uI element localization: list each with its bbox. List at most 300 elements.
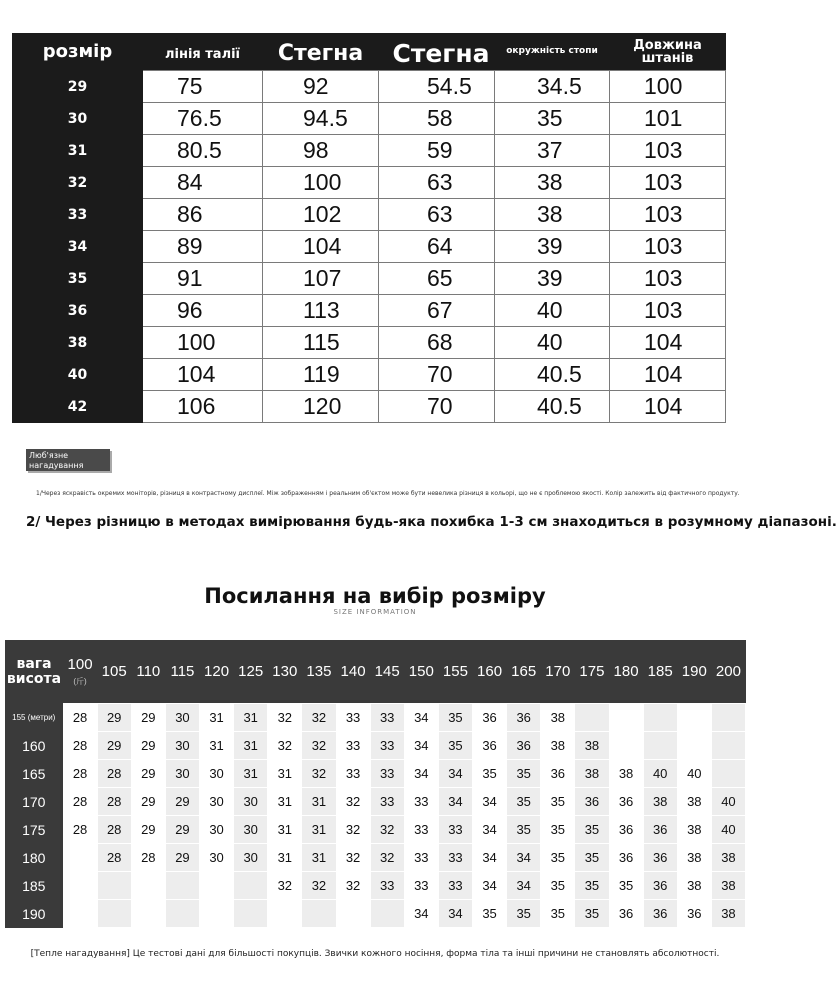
size-suggestion-cell: 30 bbox=[165, 760, 199, 788]
value-hip: 119 bbox=[263, 359, 379, 391]
size-suggestion-cell bbox=[63, 844, 97, 872]
size-suggestion-cell bbox=[200, 900, 234, 928]
value-foot: 40.5 bbox=[495, 359, 610, 391]
size-label: 35 bbox=[13, 263, 143, 295]
size-suggestion-cell: 30 bbox=[200, 844, 234, 872]
value-waist: 100 bbox=[143, 327, 263, 359]
weight-column-header bbox=[438, 640, 472, 704]
size-suggestion-cell: 28 bbox=[97, 788, 131, 816]
size-suggestion-cell: 31 bbox=[268, 788, 302, 816]
weight-value: 155 bbox=[442, 663, 468, 680]
weight-value: 145 bbox=[374, 663, 400, 680]
size-suggestion-cell: 35 bbox=[507, 816, 541, 844]
weight-column-header bbox=[677, 640, 711, 704]
size-suggestion-cell: 36 bbox=[473, 732, 507, 760]
size-row bbox=[13, 167, 726, 199]
size-suggestion-cell bbox=[131, 900, 165, 928]
size-suggestion-cell: 33 bbox=[370, 788, 404, 816]
size-suggestion-cell: 30 bbox=[234, 788, 268, 816]
size-label: 31 bbox=[13, 135, 143, 167]
size-suggestion-cell: 34 bbox=[473, 872, 507, 900]
size-suggestion-cell: 38 bbox=[575, 732, 609, 760]
size-suggestion-cell: 34 bbox=[473, 844, 507, 872]
size-suggestion-cell: 33 bbox=[438, 872, 472, 900]
size-suggestion-cell: 40 bbox=[677, 760, 711, 788]
value-length: 103 bbox=[610, 295, 726, 327]
size-row bbox=[13, 103, 726, 135]
value-waist: 76.5 bbox=[143, 103, 263, 135]
size-suggestion-cell: 28 bbox=[97, 844, 131, 872]
size-suggestion-cell: 36 bbox=[643, 816, 677, 844]
value-waist: 104 bbox=[143, 359, 263, 391]
size-suggestion-cell: 34 bbox=[404, 732, 438, 760]
size-suggestion-cell: 31 bbox=[200, 732, 234, 760]
value-length: 103 bbox=[610, 263, 726, 295]
size-suggestion-cell: 32 bbox=[336, 872, 370, 900]
size-suggestion-cell: 40 bbox=[711, 816, 745, 844]
size-suggestion-cell: 29 bbox=[97, 704, 131, 732]
size-suggestion-cell: 36 bbox=[643, 844, 677, 872]
size-row bbox=[13, 263, 726, 295]
weight-column-header bbox=[302, 640, 336, 704]
size-suggestion-cell: 34 bbox=[438, 788, 472, 816]
value-foot: 34.5 bbox=[495, 71, 610, 103]
size-suggestion-cell: 32 bbox=[268, 872, 302, 900]
size-suggestion-cell: 34 bbox=[438, 760, 472, 788]
size-suggestion-cell: 29 bbox=[165, 788, 199, 816]
size-suggestion-cell: 36 bbox=[609, 900, 643, 928]
header-pants-length: Довжина штанів bbox=[610, 33, 726, 71]
header-waist: лінія талії bbox=[143, 33, 263, 71]
weight-value: 120 bbox=[204, 663, 230, 680]
value-hip2: 58 bbox=[379, 103, 495, 135]
size-row bbox=[13, 359, 726, 391]
height-label: 155 (метри) bbox=[5, 704, 63, 732]
value-hip2: 63 bbox=[379, 167, 495, 199]
size-label: 38 bbox=[13, 327, 143, 359]
size-suggestion-cell: 31 bbox=[234, 760, 268, 788]
size-suggestion-cell: 35 bbox=[507, 900, 541, 928]
size-suggestion-cell: 28 bbox=[131, 844, 165, 872]
size-suggestion-cell: 32 bbox=[336, 788, 370, 816]
value-length: 103 bbox=[610, 199, 726, 231]
size-suggestion-cell bbox=[609, 732, 643, 760]
size-suggestion-cell: 34 bbox=[507, 844, 541, 872]
size-row bbox=[13, 135, 726, 167]
reminder-note-1: 1/Через яскравість окремих моніторів, різниця в контрастному дисплеї. Між зображенням і реальним об'єктом може бути невелика різниця в кольорі, що не є проблемою якості. Колір залежить від фактичного продукту. bbox=[36, 490, 740, 497]
value-foot: 38 bbox=[495, 167, 610, 199]
weight-value: 100 bbox=[67, 656, 93, 673]
size-suggestion-cell: 31 bbox=[268, 816, 302, 844]
value-hip2: 70 bbox=[379, 391, 495, 423]
size-suggestion-cell: 35 bbox=[575, 844, 609, 872]
value-length: 104 bbox=[610, 327, 726, 359]
value-foot: 37 bbox=[495, 135, 610, 167]
reference-title: Посилання на вибір розміру bbox=[204, 584, 546, 608]
size-suggestion-cell: 28 bbox=[63, 704, 97, 732]
size-suggestion-cell: 35 bbox=[473, 760, 507, 788]
size-suggestion-cell bbox=[677, 732, 711, 760]
value-hip: 92 bbox=[263, 71, 379, 103]
size-suggestion-cell: 30 bbox=[165, 732, 199, 760]
weight-column-header bbox=[711, 640, 745, 704]
size-suggestion-cell bbox=[575, 704, 609, 732]
reference-subtitle: SIZE INFORMATION bbox=[333, 608, 417, 616]
value-hip2: 68 bbox=[379, 327, 495, 359]
weight-column-header bbox=[336, 640, 370, 704]
weight-value: 175 bbox=[579, 663, 605, 680]
height-label: 185 bbox=[5, 872, 63, 900]
size-suggestion-cell: 28 bbox=[97, 760, 131, 788]
weight-value: 135 bbox=[306, 663, 332, 680]
size-suggestion-cell: 31 bbox=[268, 760, 302, 788]
size-row bbox=[13, 231, 726, 263]
header-hip: Стегна bbox=[263, 33, 379, 71]
size-suggestion-cell: 30 bbox=[165, 704, 199, 732]
value-hip: 115 bbox=[263, 327, 379, 359]
weight-column-header bbox=[63, 640, 97, 704]
weight-value: 115 bbox=[170, 663, 195, 680]
value-waist: 106 bbox=[143, 391, 263, 423]
size-suggestion-cell: 35 bbox=[438, 704, 472, 732]
size-suggestion-cell: 33 bbox=[438, 816, 472, 844]
size-suggestion-cell: 35 bbox=[507, 788, 541, 816]
size-suggestion-cell: 28 bbox=[63, 732, 97, 760]
value-hip2: 54.5 bbox=[379, 71, 495, 103]
size-suggestion-cell: 38 bbox=[711, 872, 745, 900]
weight-value: 140 bbox=[340, 663, 366, 680]
header-size: розмір bbox=[13, 33, 143, 71]
size-suggestion-cell: 36 bbox=[677, 900, 711, 928]
reminder-note-2: 2/ Через різницю в методах вимірювання будь-яка похибка 1-3 см знаходиться в розумному діапазоні. bbox=[26, 514, 837, 530]
size-suggestion-cell: 34 bbox=[404, 900, 438, 928]
weight-value: 105 bbox=[101, 663, 127, 680]
size-suggestion-cell: 31 bbox=[200, 704, 234, 732]
size-suggestion-cell: 36 bbox=[643, 900, 677, 928]
value-foot: 40 bbox=[495, 295, 610, 327]
height-row bbox=[5, 872, 746, 900]
weight-value: 185 bbox=[647, 663, 673, 680]
value-foot: 39 bbox=[495, 263, 610, 295]
height-label: 165 bbox=[5, 760, 63, 788]
size-suggestion-cell bbox=[370, 900, 404, 928]
reminder-badge: Люб'язне нагадування bbox=[26, 449, 110, 471]
size-table-header-row bbox=[13, 33, 726, 71]
size-suggestion-cell: 31 bbox=[234, 704, 268, 732]
size-suggestion-cell: 33 bbox=[404, 788, 438, 816]
size-suggestion-cell: 33 bbox=[336, 704, 370, 732]
size-suggestion-cell: 33 bbox=[404, 844, 438, 872]
size-measurement-table bbox=[12, 33, 725, 419]
height-row bbox=[5, 788, 746, 816]
size-suggestion-cell: 35 bbox=[575, 872, 609, 900]
size-suggestion-cell: 36 bbox=[575, 788, 609, 816]
value-hip2: 63 bbox=[379, 199, 495, 231]
size-suggestion-cell: 28 bbox=[63, 788, 97, 816]
weight-value: 110 bbox=[136, 663, 161, 680]
size-row bbox=[13, 199, 726, 231]
size-suggestion-cell: 38 bbox=[575, 760, 609, 788]
size-suggestion-cell: 32 bbox=[336, 844, 370, 872]
size-suggestion-cell: 36 bbox=[609, 816, 643, 844]
size-suggestion-cell: 29 bbox=[131, 760, 165, 788]
value-hip: 94.5 bbox=[263, 103, 379, 135]
weight-height-corner bbox=[5, 640, 63, 704]
value-waist: 80.5 bbox=[143, 135, 263, 167]
size-suggestion-cell bbox=[63, 900, 97, 928]
size-suggestion-cell: 38 bbox=[541, 732, 575, 760]
size-suggestion-cell bbox=[97, 900, 131, 928]
size-suggestion-cell: 33 bbox=[438, 844, 472, 872]
size-suggestion-cell: 32 bbox=[336, 816, 370, 844]
size-suggestion-cell: 28 bbox=[63, 760, 97, 788]
size-suggestion-cell: 31 bbox=[302, 844, 336, 872]
size-suggestion-cell: 38 bbox=[609, 760, 643, 788]
value-hip2: 67 bbox=[379, 295, 495, 327]
size-label: 33 bbox=[13, 199, 143, 231]
weight-value: 160 bbox=[477, 663, 503, 680]
size-label: 40 bbox=[13, 359, 143, 391]
size-suggestion-cell: 35 bbox=[507, 760, 541, 788]
weight-value: 190 bbox=[681, 663, 707, 680]
size-suggestion-cell: 28 bbox=[97, 816, 131, 844]
height-row bbox=[5, 760, 746, 788]
value-waist: 91 bbox=[143, 263, 263, 295]
value-hip2: 59 bbox=[379, 135, 495, 167]
weight-column-header bbox=[541, 640, 575, 704]
size-suggestion-cell: 29 bbox=[131, 788, 165, 816]
size-suggestion-cell: 35 bbox=[473, 900, 507, 928]
size-suggestion-cell: 35 bbox=[438, 732, 472, 760]
size-suggestion-cell: 40 bbox=[643, 760, 677, 788]
size-suggestion-cell: 30 bbox=[200, 788, 234, 816]
size-suggestion-cell: 34 bbox=[438, 900, 472, 928]
value-foot: 35 bbox=[495, 103, 610, 135]
header-foot-circumference: окружність стопи bbox=[495, 33, 610, 71]
weight-value: 130 bbox=[272, 663, 298, 680]
size-suggestion-cell: 35 bbox=[609, 872, 643, 900]
value-foot: 40 bbox=[495, 327, 610, 359]
size-suggestion-cell: 34 bbox=[507, 872, 541, 900]
size-suggestion-cell: 29 bbox=[131, 732, 165, 760]
value-length: 101 bbox=[610, 103, 726, 135]
size-suggestion-cell bbox=[711, 732, 745, 760]
height-label: 175 bbox=[5, 816, 63, 844]
height-row bbox=[5, 732, 746, 760]
weight-column-header bbox=[609, 640, 643, 704]
size-suggestion-cell bbox=[643, 732, 677, 760]
size-suggestion-cell bbox=[711, 704, 745, 732]
value-length: 100 bbox=[610, 71, 726, 103]
size-suggestion-cell: 33 bbox=[404, 816, 438, 844]
size-suggestion-cell: 34 bbox=[473, 788, 507, 816]
size-label: 42 bbox=[13, 391, 143, 423]
height-label: 170 bbox=[5, 788, 63, 816]
size-suggestion-cell bbox=[302, 900, 336, 928]
size-suggestion-cell bbox=[711, 760, 745, 788]
size-suggestion-cell bbox=[677, 704, 711, 732]
value-waist: 96 bbox=[143, 295, 263, 327]
height-row bbox=[5, 844, 746, 872]
size-suggestion-cell: 35 bbox=[541, 872, 575, 900]
size-suggestion-cell: 29 bbox=[131, 704, 165, 732]
value-hip2: 70 bbox=[379, 359, 495, 391]
size-suggestion-cell: 30 bbox=[200, 760, 234, 788]
weight-value: 170 bbox=[545, 663, 571, 680]
weight-column-header bbox=[97, 640, 131, 704]
weight-value: 165 bbox=[511, 663, 537, 680]
size-label: 36 bbox=[13, 295, 143, 327]
size-suggestion-cell: 32 bbox=[268, 704, 302, 732]
value-waist: 75 bbox=[143, 71, 263, 103]
height-row bbox=[5, 704, 746, 732]
value-waist: 84 bbox=[143, 167, 263, 199]
value-hip2: 65 bbox=[379, 263, 495, 295]
size-suggestion-cell: 38 bbox=[677, 788, 711, 816]
size-suggestion-cell: 33 bbox=[370, 872, 404, 900]
size-suggestion-cell: 38 bbox=[541, 704, 575, 732]
size-suggestion-cell: 34 bbox=[404, 760, 438, 788]
value-hip: 107 bbox=[263, 263, 379, 295]
size-suggestion-cell: 35 bbox=[575, 816, 609, 844]
size-suggestion-cell: 36 bbox=[507, 732, 541, 760]
size-suggestion-cell bbox=[97, 872, 131, 900]
value-length: 103 bbox=[610, 231, 726, 263]
size-suggestion-cell: 38 bbox=[711, 844, 745, 872]
value-length: 103 bbox=[610, 135, 726, 167]
size-suggestion-cell bbox=[165, 872, 199, 900]
size-suggestion-cell: 31 bbox=[268, 844, 302, 872]
size-suggestion-cell: 38 bbox=[643, 788, 677, 816]
size-suggestion-cell: 38 bbox=[677, 872, 711, 900]
size-label: 32 bbox=[13, 167, 143, 199]
size-suggestion-cell: 33 bbox=[370, 732, 404, 760]
size-suggestion-cell bbox=[609, 704, 643, 732]
size-suggestion-cell: 33 bbox=[370, 704, 404, 732]
size-suggestion-cell: 38 bbox=[711, 900, 745, 928]
weight-column-header bbox=[165, 640, 199, 704]
weight-column-header bbox=[234, 640, 268, 704]
size-suggestion-cell: 36 bbox=[473, 704, 507, 732]
height-label: 160 bbox=[5, 732, 63, 760]
size-suggestion-cell bbox=[63, 872, 97, 900]
size-row bbox=[13, 295, 726, 327]
weight-column-header bbox=[643, 640, 677, 704]
size-suggestion-cell: 33 bbox=[370, 760, 404, 788]
weight-column-header bbox=[473, 640, 507, 704]
weight-column-header bbox=[370, 640, 404, 704]
size-suggestion-cell bbox=[268, 900, 302, 928]
value-hip: 104 bbox=[263, 231, 379, 263]
weight-value: 180 bbox=[613, 663, 639, 680]
size-suggestion-cell bbox=[234, 872, 268, 900]
size-suggestion-cell: 32 bbox=[268, 732, 302, 760]
size-suggestion-cell bbox=[643, 704, 677, 732]
size-suggestion-cell: 32 bbox=[370, 816, 404, 844]
weight-value: 125 bbox=[238, 663, 264, 680]
size-suggestion-cell: 32 bbox=[302, 732, 336, 760]
size-suggestion-cell: 35 bbox=[541, 844, 575, 872]
size-suggestion-cell: 33 bbox=[336, 732, 370, 760]
size-label: 34 bbox=[13, 231, 143, 263]
size-suggestion-cell: 30 bbox=[234, 816, 268, 844]
size-suggestion-cell: 32 bbox=[302, 872, 336, 900]
height-row bbox=[5, 816, 746, 844]
weight-value: 150 bbox=[408, 663, 434, 680]
value-waist: 89 bbox=[143, 231, 263, 263]
weight-column-header bbox=[200, 640, 234, 704]
corner-height-label: висота bbox=[6, 670, 62, 687]
weight-unit: (斤) bbox=[73, 677, 87, 686]
value-hip: 113 bbox=[263, 295, 379, 327]
size-suggestion-cell: 34 bbox=[473, 816, 507, 844]
size-label: 29 bbox=[13, 71, 143, 103]
size-suggestion-cell: 38 bbox=[677, 816, 711, 844]
size-row bbox=[13, 327, 726, 359]
value-hip: 120 bbox=[263, 391, 379, 423]
size-suggestion-cell: 33 bbox=[404, 872, 438, 900]
size-suggestion-cell: 32 bbox=[370, 844, 404, 872]
size-suggestion-cell: 31 bbox=[302, 788, 336, 816]
weight-column-header bbox=[131, 640, 165, 704]
height-row bbox=[5, 900, 746, 928]
size-suggestion-cell: 29 bbox=[165, 816, 199, 844]
warm-reminder-note: [Тепле нагадування] Це тестові дані для більшості покупців. Звички кожного носіння, форма тіла та інші причини не становлять абсолютності. bbox=[30, 949, 720, 959]
size-suggestion-cell bbox=[234, 900, 268, 928]
size-suggestion-cell: 38 bbox=[677, 844, 711, 872]
value-hip: 98 bbox=[263, 135, 379, 167]
size-suggestion-cell: 29 bbox=[131, 816, 165, 844]
value-hip: 100 bbox=[263, 167, 379, 199]
value-waist: 86 bbox=[143, 199, 263, 231]
size-suggestion-cell bbox=[336, 900, 370, 928]
size-suggestion-cell: 34 bbox=[404, 704, 438, 732]
size-suggestion-cell: 36 bbox=[643, 872, 677, 900]
size-suggestion-cell: 35 bbox=[575, 900, 609, 928]
size-suggestion-cell: 31 bbox=[302, 816, 336, 844]
size-suggestion-cell: 40 bbox=[711, 788, 745, 816]
size-reference-grid bbox=[5, 640, 746, 926]
value-length: 104 bbox=[610, 391, 726, 423]
size-suggestion-cell bbox=[165, 900, 199, 928]
value-hip2: 64 bbox=[379, 231, 495, 263]
size-suggestion-cell: 29 bbox=[165, 844, 199, 872]
size-suggestion-cell: 36 bbox=[541, 760, 575, 788]
value-length: 103 bbox=[610, 167, 726, 199]
size-row bbox=[13, 71, 726, 103]
height-label: 190 bbox=[5, 900, 63, 928]
size-row bbox=[13, 391, 726, 423]
weight-header-row bbox=[5, 640, 746, 704]
value-length: 104 bbox=[610, 359, 726, 391]
size-suggestion-cell: 35 bbox=[541, 788, 575, 816]
value-foot: 40.5 bbox=[495, 391, 610, 423]
size-suggestion-cell: 36 bbox=[609, 788, 643, 816]
weight-column-header bbox=[575, 640, 609, 704]
size-suggestion-cell bbox=[131, 872, 165, 900]
size-suggestion-cell: 32 bbox=[302, 704, 336, 732]
size-suggestion-cell: 31 bbox=[234, 732, 268, 760]
size-suggestion-cell: 30 bbox=[200, 816, 234, 844]
size-suggestion-cell: 30 bbox=[234, 844, 268, 872]
size-suggestion-cell: 29 bbox=[97, 732, 131, 760]
size-suggestion-cell: 35 bbox=[541, 900, 575, 928]
header-hip-2: Стегна bbox=[379, 33, 495, 71]
value-foot: 39 bbox=[495, 231, 610, 263]
weight-value: 200 bbox=[715, 663, 741, 680]
size-suggestion-cell: 28 bbox=[63, 816, 97, 844]
size-suggestion-cell: 36 bbox=[609, 844, 643, 872]
